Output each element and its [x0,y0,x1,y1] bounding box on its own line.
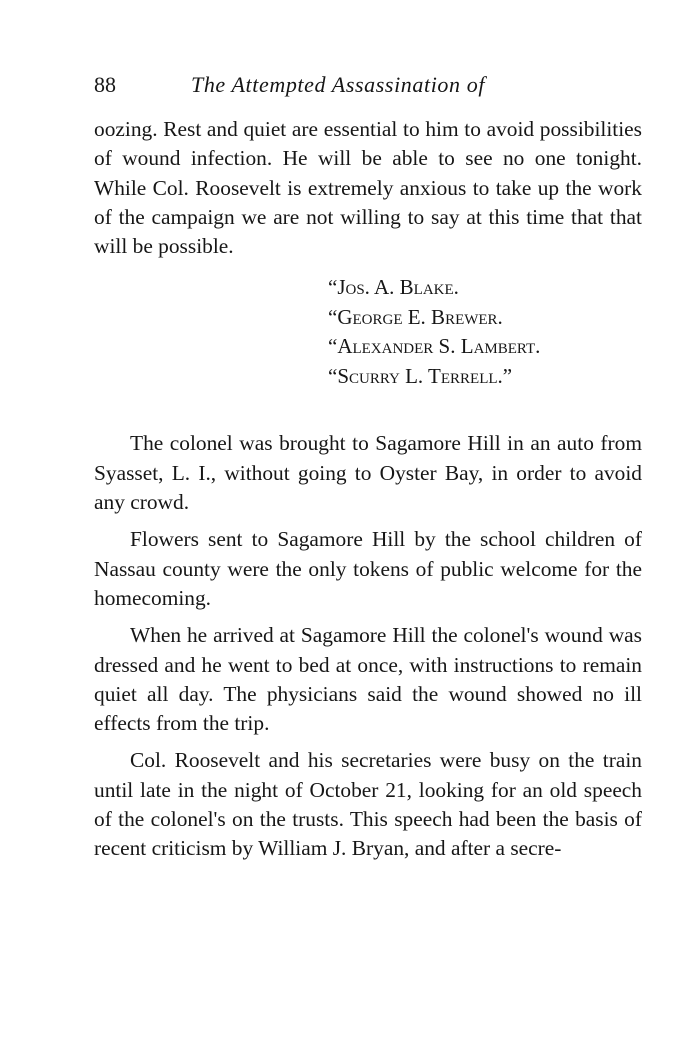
signature-line: “George E. Brewer. [328,304,503,329]
signature-line: “Scurry L. Terrell.” [328,363,513,388]
running-title: The Attempted Assassination of [191,72,486,97]
book-page [94,68,642,864]
paragraph: Flowers sent to Sagamore Hill by the school children of Nassau county were the only tokens of public welcome for the homecoming. [94,527,642,610]
paragraph: The colonel was brought to Sagamore Hill in an auto from Syasset, L. I., without going to Oyster Bay, in order to avoid any crowd. [94,431,642,515]
paragraph: oozing. Rest and quiet are essential to him to avoid possibilities of wound infection. He will be able to see no one tonight. While Col. Roosevelt is extremely anxious to take up the work of the campaign we are not willing to say at this time that that will be possible. [94,117,642,259]
signature-line: “Alexander S. Lambert. [328,334,541,359]
page-header [94,68,642,104]
body-text [94,115,642,864]
page-number: 88 [94,72,116,97]
paragraph: When he arrived at Sagamore Hill the colonel's wound was dressed and he went to bed at once, with instructions to remain quiet all day. The physicians said the wound showed no ill effects from the trip. [94,623,642,736]
signature-block [328,273,642,391]
paragraph: Col. Roosevelt and his secretaries were busy on the train until late in the night of October 21, looking for an old speech of the colonel's on the trusts. This speech had been the basis of recent criticism by William J. Bryan, and after a secre- [94,748,642,861]
signature-line: “Jos. A. Blake. [328,275,459,300]
